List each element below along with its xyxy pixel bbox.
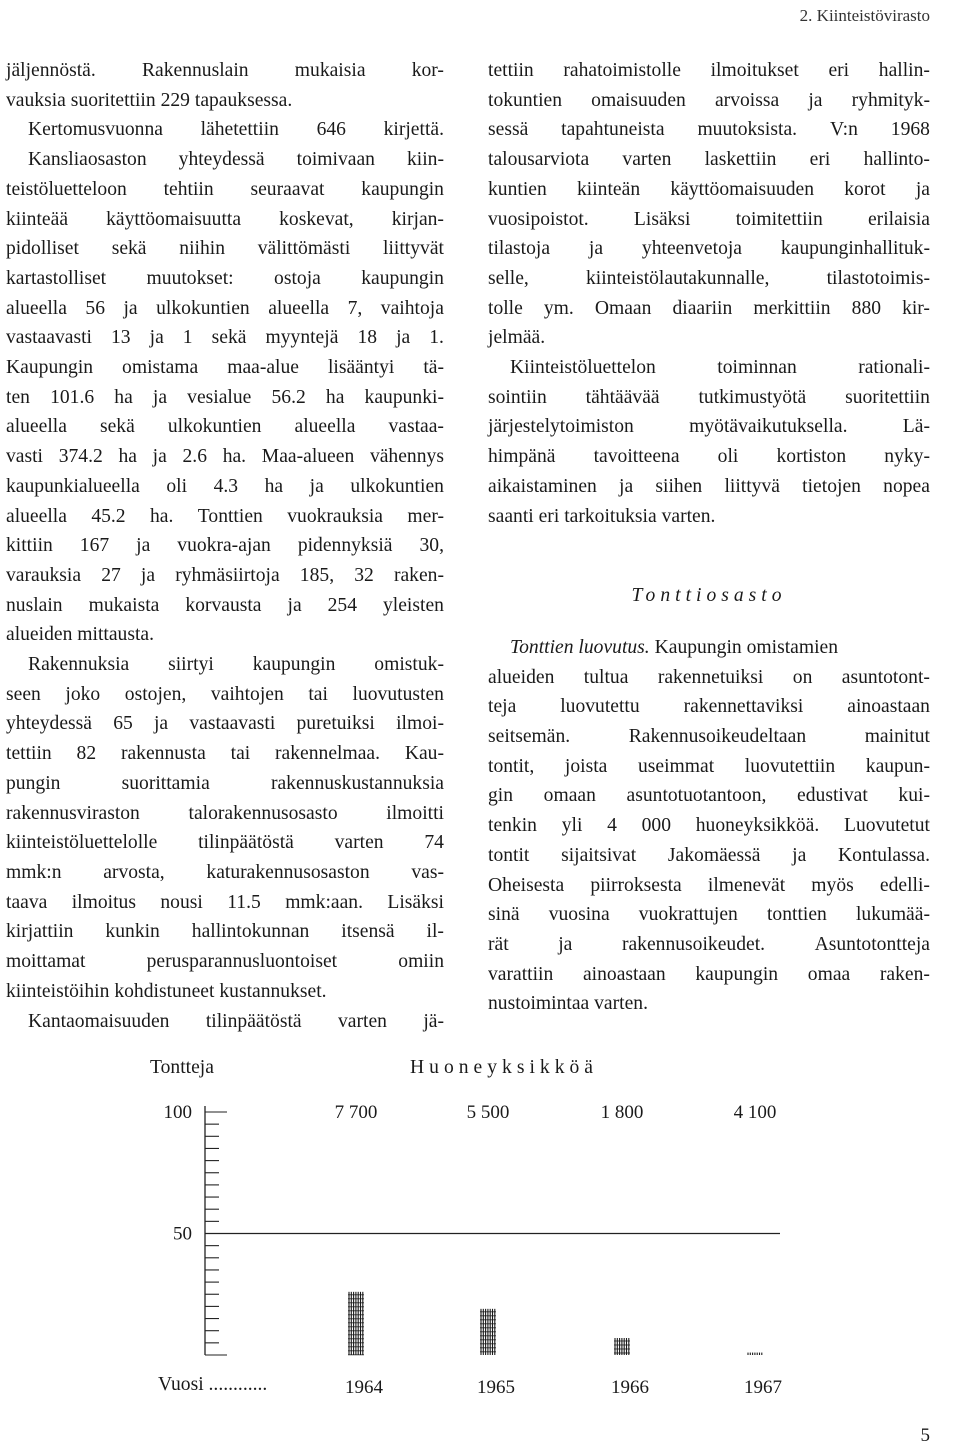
text-line: seitsemän. Rakennusoikeudeltaan mainitut (488, 726, 930, 748)
text-line: pidolliset sekä niihin välittömästi liittyvät (6, 238, 444, 260)
text-line: teistöluetteloon tehtiin seuraavat kaupungin (6, 178, 444, 200)
x-tick-label-1965: 1965 (477, 1377, 515, 1398)
text-line: selle, kiinteistölautakunnalle, tilastotoimis- (488, 267, 930, 289)
text-line: Oheisesta piirroksesta ilmenevät myös edelli- (488, 874, 930, 896)
text-line: nustoimintaa varten. (488, 993, 648, 1015)
bar-1964 (348, 1292, 364, 1355)
text-line: gin omaan asuntotuotantoon, edustivat kui- (488, 785, 930, 807)
text-line: alueiden mittausta. (6, 624, 155, 646)
chart-xlabel: Vuosi ............ (158, 1374, 268, 1395)
text-line: aikaistaminen ja siihen liittyvä tietojen nopea (488, 475, 930, 497)
text-line: sessä tapahtuneista muutoksista. V:n 1968 (488, 119, 930, 141)
text-line: nuslain mukaista korvausta ja 254 yleisten (6, 594, 444, 616)
bar-annotation-1964: 7 700 (334, 1102, 378, 1123)
text-line: tontit sijaitsivat Jakomäessä ja Kontulassa. (488, 844, 930, 866)
x-tick-label-1967: 1967 (744, 1377, 782, 1398)
y-tick-label: 100 (163, 1102, 192, 1123)
bar-1965 (480, 1309, 496, 1355)
text-line: alueiden tultua rakennetuiksi on asuntotont- (488, 666, 930, 688)
text-line: pungin suorittamia rakennuskustannuksia (6, 772, 444, 794)
text-line: kittiin 167 ja vuokra-ajan pidennyksiä 30, (6, 535, 444, 557)
x-tick-label-1964: 1964 (345, 1377, 383, 1398)
text-line: alueella 56 ja ulkokuntien alueella 7, vaihtoja (6, 297, 444, 319)
text-line: tilastoja ja yhteenvetoja kaupunginhallituk- (488, 238, 930, 260)
chart-ylabel: Tontteja (150, 1057, 214, 1078)
page-number: 5 (920, 1425, 930, 1446)
text-line: vastaavasti 13 ja 1 sekä myyntejä 18 ja 1. (6, 327, 444, 349)
text-line: kartastolliset muutokset: ostoja kaupungin (6, 267, 444, 289)
text-line: rakennusviraston talorakennusosasto ilmoitti (6, 802, 444, 824)
bar-annotation-1966: 1 800 (600, 1102, 644, 1123)
paragraph-tonttien-luovutus-first-line (488, 633, 930, 663)
text-line: tettiin rahatoimistolle ilmoitukset eri hallin- (488, 60, 930, 81)
section-title-row (488, 581, 930, 611)
text-line: vauksia suoritettiin 229 tapauksessa. (6, 89, 293, 111)
text-line: jelmää. (488, 327, 546, 349)
text-line: varauksia 27 ja ryhmäsiirtoja 185, 32 raken- (6, 564, 444, 586)
text-line: Rakennuksia siirtyi kaupungin omistuk- (28, 654, 444, 676)
text-line: sointiin tähtäävää tutkimustyötä suoritettiin (488, 386, 930, 408)
text-line: vuosipoistot. Lisäksi toimitettiin erilaisia (488, 208, 930, 230)
text-line: kiinteää käyttöomaisuutta koskevat, kirjan- (6, 208, 444, 230)
text-line: tokuntien omaisuuden arvoissa ja ryhmityk- (488, 89, 930, 111)
text-line: Kertomusvuonna lähetettiin 646 kirjettä. (28, 119, 444, 141)
text-line: alueella sekä ulkokuntien alueella vastaa- (6, 416, 444, 438)
text-line: moittamat perusparannusluontoiset omiin (6, 951, 444, 973)
text-line: tolle ym. Omaan diaariin merkittiin 880 kir- (488, 297, 930, 319)
paragraph-tonttien-luovutus (488, 663, 930, 1019)
chart-secondary-label: Huoneyksikköä (410, 1057, 598, 1078)
text-line: vasti 374.2 ha ja 2.6 ha. Maa-alueen vähennys (6, 446, 444, 468)
text-line: jäljennöstä. Rakennuslain mukaisia kor- (6, 60, 444, 81)
text-line: alueella 45.2 ha. Tonttien vuokrauksia mer- (6, 505, 444, 527)
y-tick-label: 50 (173, 1223, 192, 1245)
text-line: tettiin 82 rakennusta tai rakennelmaa. Kau- (6, 743, 444, 765)
section-title: Tonttiosasto (631, 585, 787, 607)
text-line: Kantaomaisuuden tilinpäätöstä varten jä- (28, 1010, 444, 1032)
text-line: kiinteistöihin kohdistuneet kustannukset. (6, 980, 327, 1002)
text-line: kiinteistöluettelolle tilinpäätöstä varten 74 (6, 832, 444, 854)
text-line: kuntien kiinteän käyttöomaisuuden korot ja (488, 178, 930, 200)
bar-1966 (614, 1338, 630, 1355)
bar-1967 (748, 1353, 762, 1355)
bar-annotation-1967: 4 100 (733, 1102, 777, 1123)
left-column (6, 56, 444, 1036)
paragraph-heading: Tonttien luovutus. (510, 636, 650, 658)
paragraph-rahatoimisto (488, 56, 930, 353)
text-line: kirjattiin kunkin hallintokunnan itsensä il- (6, 921, 444, 943)
text-line: Kaupungin omistama maa-alue lisääntyi tä- (6, 357, 444, 379)
text-line: järjestelytoimiston myötävaikutuksella. Lä- (488, 416, 930, 438)
text-line: rät ja rakennusoikeudet. Asuntotontteja (488, 933, 930, 955)
bar-chart (0, 1050, 960, 1410)
text-line: kaupunkialueella oli 4.3 ha ja ulkokuntien (6, 475, 444, 497)
bar-annotation-1965: 5 500 (466, 1102, 510, 1123)
text-line: tenkin yli 4 000 huoneyksikköä. Luovutetut (488, 815, 930, 837)
text-line: saanti eri tarkoituksia varten. (488, 505, 716, 527)
right-column (488, 56, 930, 1019)
paragraph-rationalisointi (488, 353, 930, 531)
text-line: yhteydessä 65 ja vastaavasti puretuiksi ilmoi- (6, 713, 444, 735)
text-line: mmk:n arvosta, katurakennusosaston vas- (6, 861, 444, 883)
text-line: varattiin ainoastaan kaupungin omaa raken- (488, 963, 930, 985)
text-line: teja luovutettu rakennettaviksi ainoastaan (488, 696, 930, 718)
text-line: seen joko ostojen, vaihtojen tai luovutusten (6, 683, 444, 705)
text-line: Kansliaosaston yhteydessä toimivaan kiin- (28, 149, 444, 171)
text-line: talousarviota varten laskettiin eri hallinto- (488, 149, 930, 171)
text-line: himpänä tavoitteena oli kortiston nyky- (488, 446, 930, 468)
text-line: tontit, joista useimmat luovutettiin kaupun- (488, 755, 930, 777)
text-line: sinä vuosina vuokrattujen tonttien lukumää- (488, 904, 930, 926)
running-header: 2. Kiinteistövirasto (799, 6, 930, 25)
x-tick-label-1966: 1966 (611, 1377, 649, 1398)
text-line: taava ilmoitus nousi 11.5 mmk:aan. Lisäksi (6, 891, 444, 913)
text-line: ten 101.6 ha ja vesialue 56.2 ha kaupunki- (6, 386, 444, 408)
paragraph-first-line-rest: Kaupungin omistamien (649, 636, 839, 658)
text-line: Kiinteistöluettelon toiminnan rationali- (510, 357, 930, 379)
